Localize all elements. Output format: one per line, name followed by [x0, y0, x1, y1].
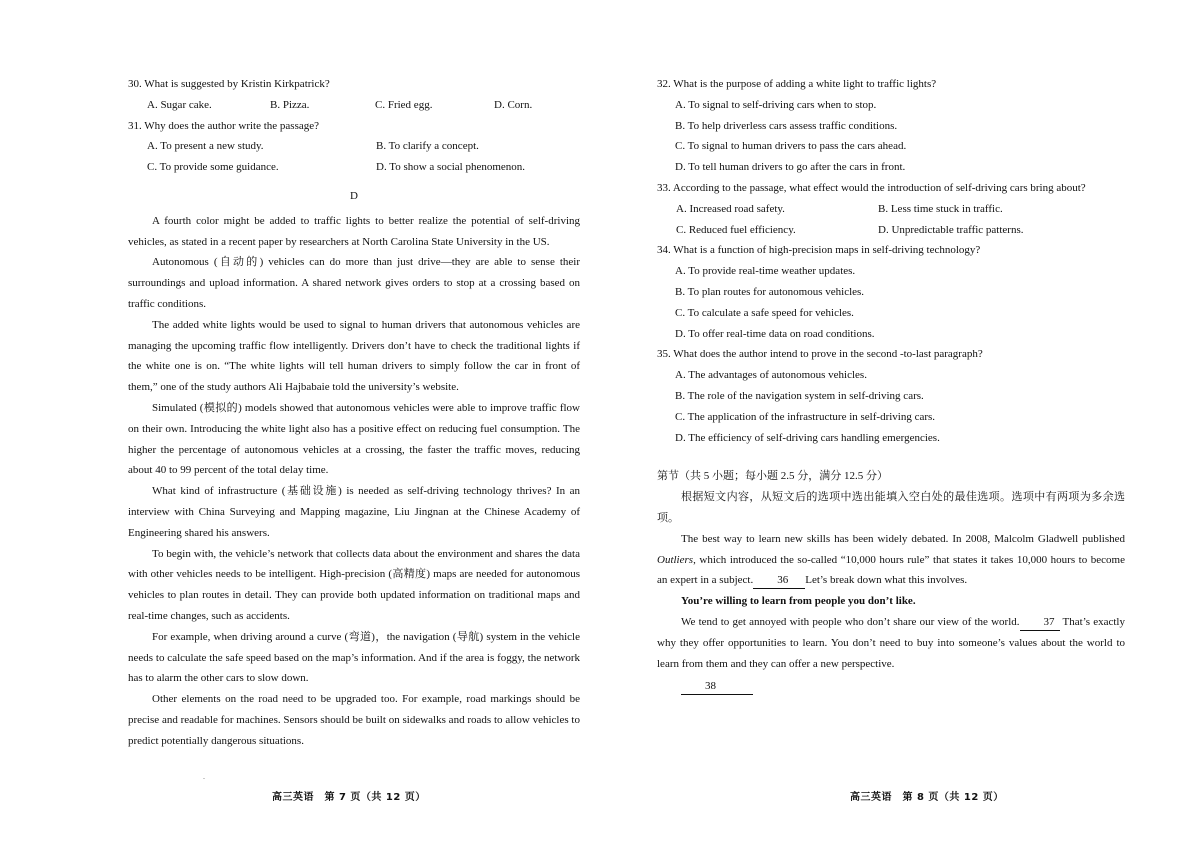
passage-paragraph: Autonomous (自动的) vehicles can do more than just drive—they are able to sense their surroundings and upload information. A shared network gives orders to stop at a crossing based on traffic conditions. — [128, 256, 580, 310]
question-34-option-c: C. To calculate a safe speed for vehicles. — [675, 306, 854, 319]
cloze-text: The best way to learn new skills has been widely debated. In 2008, Malcolm Gladwell published — [681, 532, 1125, 545]
left-page — [128, 74, 580, 752]
question-32-option-d: D. To tell human drivers to go after the cars in front. — [675, 161, 906, 174]
cloze-paragraph-2 — [657, 612, 1125, 674]
question-30-stem: 30. What is suggested by Kristin Kirkpatrick? — [128, 78, 330, 90]
passage-paragraph: The added white lights would be used to signal to human drivers that autonomous vehicles are managing the upcoming traffic flow intelligently. Drivers don’t have to check the traditional lights if the white one is on. “The white lights will tell human drivers to simply follow the car in front of them,” one of the study authors Ali Hajbabaie told the university’s website. — [128, 318, 580, 394]
question-30-option-d: D. Corn. — [494, 98, 533, 111]
question-31-option-c: C. To provide some guidance. — [147, 161, 279, 174]
question-31-option-b: B. To clarify a concept. — [376, 140, 479, 153]
section-instruction: 根据短文内容，从短文后的选项中选出能填入空白处的最佳选项。选项中有两项为多余选项。 — [657, 491, 1125, 524]
question-31-options-row1 — [128, 136, 580, 157]
question-35-option-a: A. The advantages of autonomous vehicles. — [675, 369, 867, 382]
question-32-option-c: C. To signal to human drivers to pass the cars ahead. — [675, 140, 907, 153]
cloze-text: Let’s break down what this involves. — [805, 574, 968, 587]
blank-38[interactable]: 38 — [681, 678, 753, 695]
question-31-options-row2 — [128, 157, 580, 178]
question-33-stem — [657, 178, 1125, 199]
book-title: Outliers — [657, 553, 694, 566]
question-31-stem: 31. Why does the author write the passage? — [128, 119, 320, 132]
question-34-stem: 34. What is a function of high-precision maps in self-driving technology? — [657, 244, 981, 257]
question-35-stem: 35. What does the author intend to prove in the second -to-last paragraph? — [657, 348, 983, 361]
question-31-option-d: D. To show a social phenomenon. — [376, 161, 526, 174]
question-32-stem: 32. What is the purpose of adding a white light to traffic lights? — [657, 78, 937, 90]
passage-d-label: D — [350, 189, 358, 202]
question-30-option-b: B. Pizza. — [270, 98, 310, 111]
question-33-option-b: B. Less time stuck in traffic. — [878, 202, 1003, 215]
blank-36[interactable]: 36 — [753, 572, 805, 589]
cloze-subheading: You’re willing to learn from people you don’t like. — [681, 595, 916, 608]
question-34-option-a: A. To provide real-time weather updates. — [675, 265, 856, 278]
page-footer-8: 高三英语 第 8 页（共 12 页） — [850, 792, 1004, 803]
question-32-option-b: B. To help driverless cars assess traffic conditions. — [675, 119, 898, 132]
question-33-option-c: C. Reduced fuel efficiency. — [676, 223, 796, 236]
stray-dot: . — [203, 772, 205, 781]
cloze-paragraph-1 — [657, 529, 1125, 591]
question-33-stem-text: 33. According to the passage, what effect would the introduction of self-driving cars bring about? — [657, 181, 1086, 194]
passage-paragraph: For example, when driving around a curve (弯道)，the navigation (导航) system in the vehicle needs to calculate the safe speed based on the map’s information. And if the area is foggy, the network has to alarm the other cars to slow down. — [128, 630, 580, 685]
passage-paragraph: To begin with, the vehicle’s network that collects data about the environment and shares the data with other vehicles needs to be intelligent. High-precision (高精度) maps are needed for autonomous vehicles to plan routes in detail. They can provide both updated information on traditional maps and real-time changes, such as accidents. — [128, 547, 580, 622]
question-30-option-c: C. Fried egg. — [375, 98, 433, 111]
question-33-option-d: D. Unpredictable traffic patterns. — [878, 223, 1024, 236]
passage-paragraph: Other elements on the road need to be upgraded too. For example, road markings should be precise and readable for machines. Sensors should be built on sidewalks and roads to allow vehicles to predict potentially dangerous situations. — [128, 693, 580, 747]
passage-paragraph: What kind of infrastructure (基础设施) is needed as self-driving technology thrives? In an interview with China Surveying and Mapping magazine, Liu Jingnan at the Chinese Academy of Engineering shared his answers. — [128, 485, 580, 539]
question-33-options-row2 — [657, 220, 1125, 241]
cloze-paragraph-3 — [657, 676, 1125, 697]
question-35-option-d: D. The efficiency of self-driving cars handling emergencies. — [675, 431, 940, 444]
cloze-text: That’s exactly why they offer opportunities to learn. You don’t need to buy into someone’s values about the world to learn from them and they can offer a new perspective. — [657, 615, 1125, 670]
question-30-options — [128, 95, 580, 116]
section-heading: 第节（共 5 小题；每小题 2.5 分，满分 12.5 分） — [657, 470, 888, 483]
question-34-option-b: B. To plan routes for autonomous vehicles. — [675, 285, 865, 298]
cloze-text: , which introduced the so-called “10,000 hours rule” that states it takes 10,000 hours to become an expert in a subject. — [657, 553, 1125, 587]
question-30-option-a: A. Sugar cake. — [147, 98, 212, 111]
right-page — [657, 74, 1125, 697]
question-34-option-d: D. To offer real-time data on road conditions. — [675, 327, 875, 340]
passage-paragraph: A fourth color might be added to traffic lights to better realize the potential of self-driving vehicles, as stated in a recent paper by researchers at North Carolina State University in the US. — [128, 214, 580, 248]
question-33-options-row1 — [657, 199, 1125, 220]
question-31-option-a: A. To present a new study. — [147, 140, 264, 153]
question-35-option-b: B. The role of the navigation system in self-driving cars. — [675, 389, 924, 402]
page-footer-7: 高三英语 第 7 页（共 12 页） — [272, 792, 426, 803]
passage-paragraph: Simulated (模拟的) models showed that autonomous vehicles were able to improve traffic flow on their own. Introducing the white light also has a positive effect on reducing fuel consumption. The higher the percentage of autonomous vehicles at a crossing, the faster the traffic moves, reducing about 40 to 99 percent of the total delay time. — [128, 401, 580, 477]
question-33-option-a: A. Increased road safety. — [676, 202, 785, 215]
question-35-option-c: C. The application of the infrastructure in self-driving cars. — [675, 410, 936, 423]
blank-37[interactable]: 37 — [1020, 614, 1060, 631]
question-32-option-a: A. To signal to self-driving cars when to stop. — [675, 98, 877, 111]
cloze-text: We tend to get annoyed with people who don’t share our view of the world. — [681, 615, 1020, 628]
